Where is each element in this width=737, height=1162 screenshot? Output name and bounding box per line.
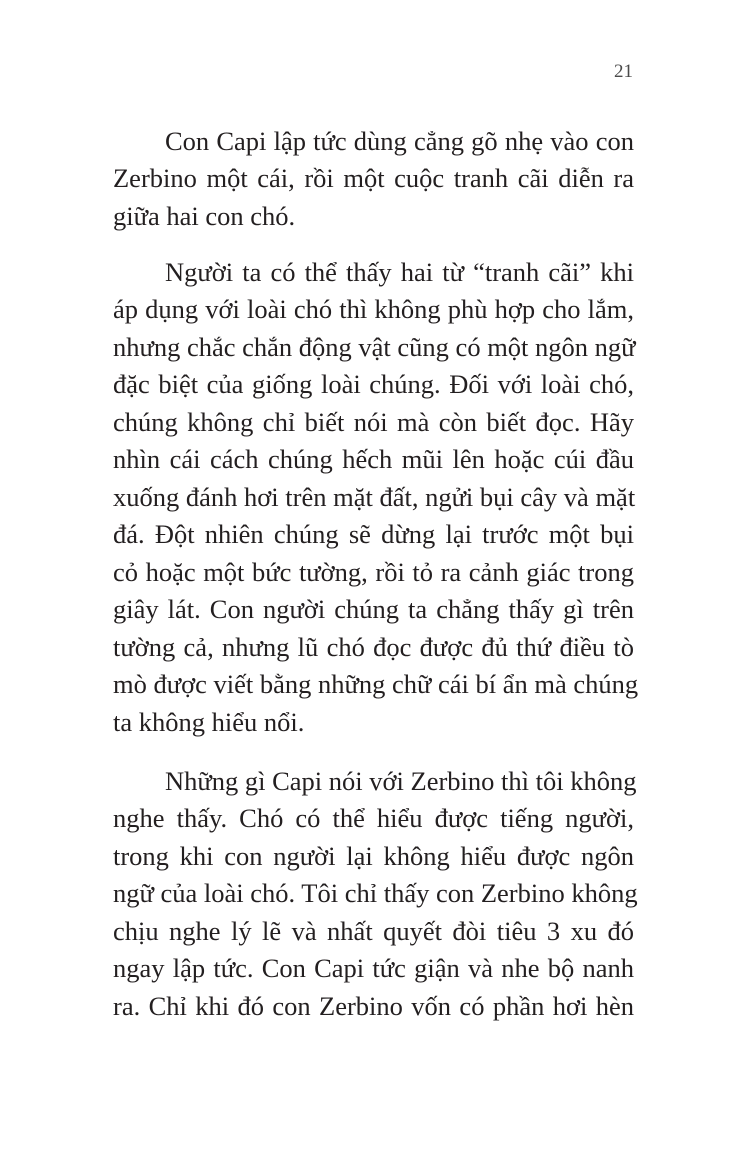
text-line: ngữ của loài chó. Tôi chỉ thấy con Zerbino không bbox=[113, 878, 638, 908]
text-line: đặc biệt của giống loài chúng. Đối với loài chó, bbox=[113, 369, 634, 399]
text-line: chịu nghe lý lẽ và nhất quyết đòi tiêu 3 xu đó bbox=[113, 916, 634, 946]
text-line: ra. Chỉ khi đó con Zerbino vốn có phần hơi hèn bbox=[113, 991, 634, 1021]
text-line: ta không hiểu nổi. bbox=[113, 707, 305, 737]
text-line: Con Capi lập tức dùng cẳng gõ nhẹ vào con bbox=[165, 126, 634, 156]
text-line: Zerbino một cái, rồi một cuộc tranh cãi diễn ra bbox=[113, 163, 634, 193]
text-line: chúng không chỉ biết nói mà còn biết đọc. Hãy bbox=[113, 407, 634, 437]
text-line: nghe thấy. Chó có thể hiểu được tiếng người, bbox=[113, 803, 634, 833]
text-line: áp dụng với loài chó thì không phù hợp cho lắm, bbox=[113, 294, 634, 324]
text-line: đá. Đột nhiên chúng sẽ dừng lại trước một bụi bbox=[113, 519, 634, 549]
text-line: giây lát. Con người chúng ta chẳng thấy gì trên bbox=[113, 594, 634, 624]
text-line: cỏ hoặc một bức tường, rồi tỏ ra cảnh giác trong bbox=[113, 557, 634, 587]
text-line: trong khi con người lại không hiểu được ngôn bbox=[113, 841, 634, 871]
page-number: 21 bbox=[614, 61, 633, 82]
text-line: xuống đánh hơi trên mặt đất, ngửi bụi cây và mặt bbox=[113, 482, 636, 512]
text-line: tường cả, nhưng lũ chó đọc được đủ thứ điều tò bbox=[113, 632, 634, 662]
text-line: nhưng chắc chắn động vật cũng có một ngôn ngữ bbox=[113, 332, 636, 362]
text-line: mò được viết bằng những chữ cái bí ẩn mà chúng bbox=[113, 669, 639, 699]
text-line: ngay lập tức. Con Capi tức giận và nhe bộ nanh bbox=[113, 953, 634, 983]
text-line: Người ta có thể thấy hai từ “tranh cãi” khi bbox=[165, 257, 634, 287]
text-line: Những gì Capi nói với Zerbino thì tôi không bbox=[165, 766, 637, 796]
text-line: nhìn cái cách chúng hếch mũi lên hoặc cúi đầu bbox=[113, 444, 634, 474]
text-line: giữa hai con chó. bbox=[113, 201, 296, 231]
